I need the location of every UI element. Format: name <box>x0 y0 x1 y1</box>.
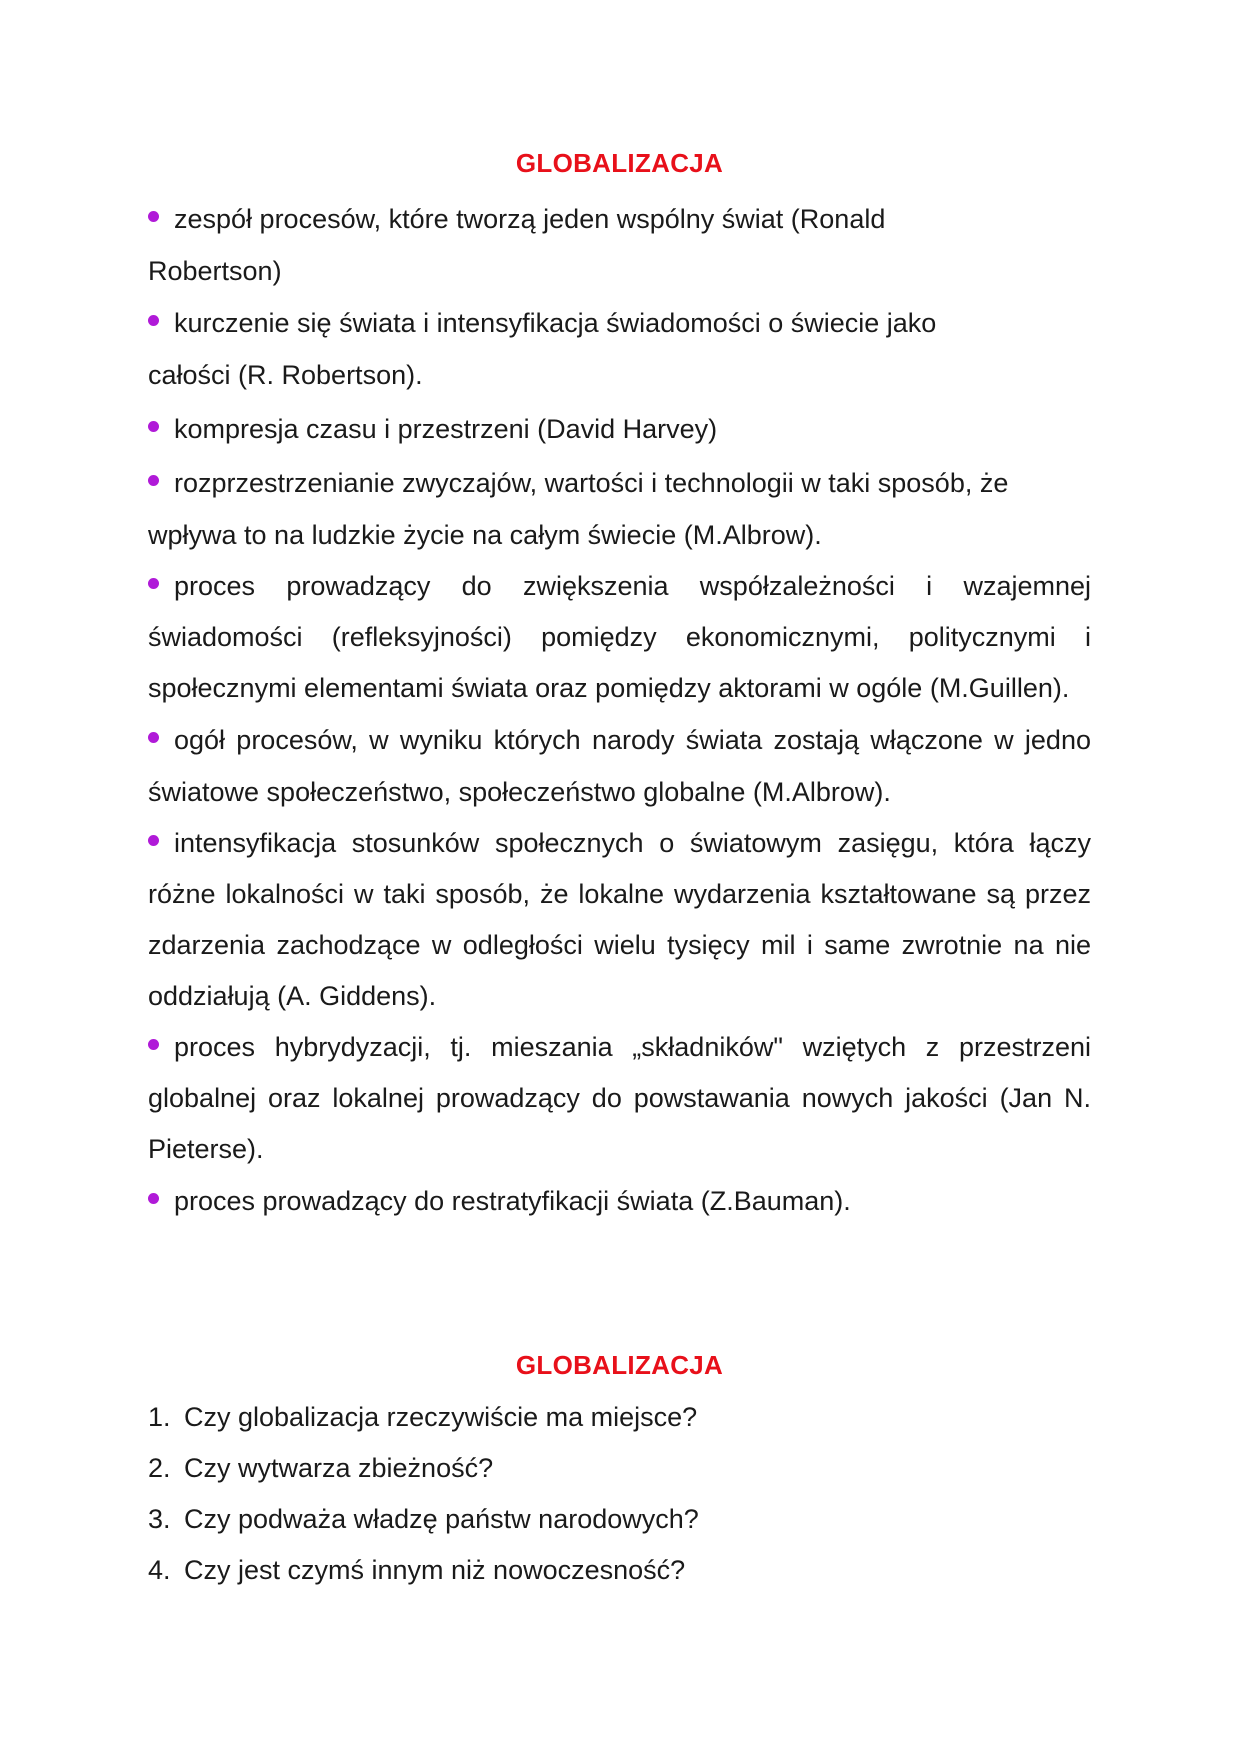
list-item <box>148 403 1091 455</box>
list-item-number: 1. <box>148 1402 171 1432</box>
list-item-text: Czy jest czymś innym niż nowoczesność? <box>184 1555 686 1585</box>
list-item-text: Czy globalizacja rzeczywiście ma miejsce? <box>184 1402 698 1432</box>
list-item-number: 2. <box>148 1453 171 1483</box>
list-item-text: rozprzestrzenianie zwyczajów, wartości i technologii w taki sposób, że wpływa to na ludzkie życie na całym świecie (M.Albrow). <box>148 468 1009 550</box>
list-item-text: proces prowadzący do zwiększenia współzależności i wzajemnej świadomości (refleksyjności) pomiędzy ekonomicznymi, politycznymi i społecznymi elementami świata oraz pomiędzy aktorami w ogóle (M.Guillen). <box>148 571 1091 703</box>
list-item-text: kurczenie się świata i intensyfikacja świadomości o świecie jako całości (R. Robertson). <box>148 308 937 390</box>
section2-title: GLOBALIZACJA <box>515 1350 724 1380</box>
bullet-dot-icon <box>148 835 159 846</box>
section1-title: GLOBALIZACJA <box>515 148 724 178</box>
list-item <box>148 457 1091 561</box>
list-item <box>148 1022 1091 1175</box>
list-item-text: Czy podważa władzę państw narodowych? <box>184 1504 699 1534</box>
list-item <box>148 714 1091 818</box>
list-item-number: 3. <box>148 1504 171 1534</box>
bullet-dot-icon <box>148 1193 159 1204</box>
bullet-dot-icon <box>148 732 159 743</box>
list-item <box>148 1494 1091 1545</box>
list-item-text: zespół procesów, które tworzą jeden wspólny świat (Ronald Robertson) <box>148 204 886 286</box>
definitions-list <box>148 193 1091 1227</box>
bullet-dot-icon <box>148 315 159 326</box>
list-item <box>148 818 1091 1022</box>
list-item-text: Czy wytwarza zbieżność? <box>184 1453 494 1483</box>
list-item <box>148 1392 1091 1443</box>
bullet-dot-icon <box>148 578 159 589</box>
list-item <box>148 193 1091 297</box>
list-item <box>148 297 1091 401</box>
bullet-dot-icon <box>148 211 159 222</box>
bullet-dot-icon <box>148 421 159 432</box>
list-item <box>148 1175 1091 1227</box>
bullet-dot-icon <box>148 475 159 486</box>
list-item-text: kompresja czasu i przestrzeni (David Harvey) <box>174 414 718 444</box>
list-item <box>148 561 1091 714</box>
list-item-text: ogół procesów, w wyniku których narody świata zostają włączone w jedno światowe społeczeństwo, społeczeństwo globalne (M.Albrow). <box>148 725 1091 807</box>
questions-list <box>148 1392 1091 1596</box>
list-item-number: 4. <box>148 1555 171 1585</box>
list-item <box>148 1545 1091 1596</box>
list-item <box>148 1443 1091 1494</box>
list-item-text: proces prowadzący do restratyfikacji świata (Z.Bauman). <box>174 1186 851 1216</box>
list-item-text: intensyfikacja stosunków społecznych o światowym zasięgu, która łączy różne lokalności w taki sposób, że lokalne wydarzenia kształtowane są przez zdarzenia zachodzące w odległości wielu tysięcy mil i same zwrotnie na nie oddziałują (A. Giddens). <box>148 828 1091 1011</box>
bullet-dot-icon <box>148 1039 159 1050</box>
list-item-text: proces hybrydyzacji, tj. mieszania „składników" wziętych z przestrzeni globalnej oraz lokalnej prowadzący do powstawania nowych jakości (Jan N. Pieterse). <box>148 1032 1091 1164</box>
